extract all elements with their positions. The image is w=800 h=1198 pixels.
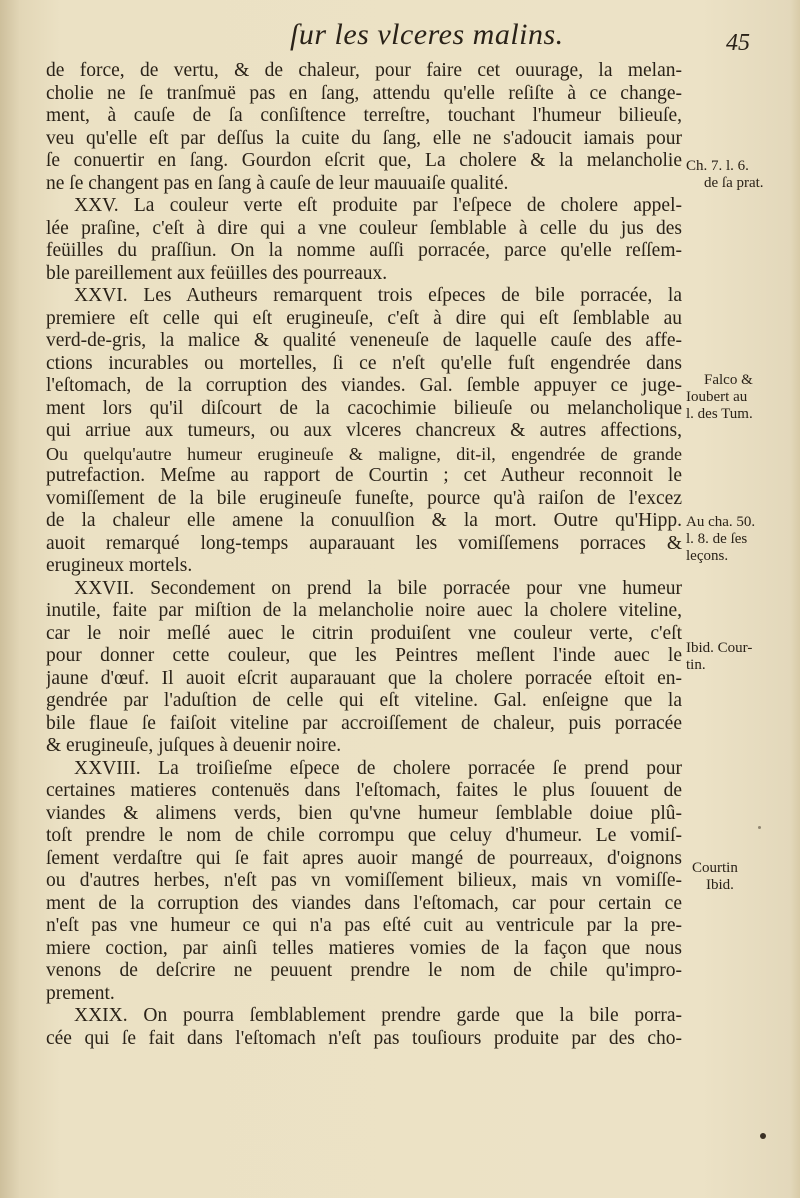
running-title: ſur les vlceres malins. [290, 18, 564, 51]
text-line: certaines matieres contenuës dans l'eſtomach, faites le plus ſouuent de [46, 780, 682, 801]
paragraph-start: XXV. La couleur verte eſt produite par l'eſpece de cholere appel- [74, 195, 682, 216]
text-line: auoit remarqué long-temps auparauant les vomiſſemens porraces & [46, 532, 682, 554]
text-line: car le noir meſlé auec le citrin produiſent vne couleur verte, c'eſt [46, 622, 682, 644]
page-header [40, 8, 780, 58]
text-line: qui arriue aux tumeurs, ou aux vlceres chancreux & autres affections, [46, 420, 682, 441]
margin-note-line: Au cha. 50. [686, 514, 756, 530]
text-line: l'eſtomach, de la corruption des viandes. Gal. ſemble appuyer ce juge- [46, 375, 682, 396]
text-line: Ou quelqu'autre humeur erugineuſe & maligne, dit-il, engendrée de grande [46, 443, 682, 464]
paragraph-start: XXIX. On pourra ſemblablement prendre garde que la bile porra- [74, 1005, 682, 1026]
text-line: erugineux mortels. [46, 555, 193, 576]
margin-note-line: Ibid. Cour- [686, 640, 753, 656]
margin-note-line: Courtin [692, 860, 738, 876]
text-line: ou d'autres herbes, n'eſt pas vn vomiſſement bilieux, mais vn vomiſſe- [46, 870, 682, 891]
text-line: venons de deſcrire ne peuuent prendre le nom de chile qu'impro- [46, 960, 682, 981]
text-line: verd-de-gris, la malice & qualité veneneuſe de laquelle cauſe des affe- [46, 330, 682, 351]
text-line: ment de la corruption des viandes dans l'eſtomach, car pour certain ce [46, 892, 682, 914]
margin-note-line: Falco & [704, 372, 753, 388]
text-line: lée praſine, c'eſt à dire qui a vne couleur ſemblable à celle du jus des [46, 217, 682, 239]
text-line: jaune d'œuf. Il auoit eſcrit auparauant que la cholere porracée eſtoit en- [46, 667, 682, 689]
body-text [46, 60, 682, 1050]
text-line: putrefaction. Meſme au rapport de Courtin ; cet Autheur reconnoit le [46, 465, 682, 486]
text-line: & erugineuſe, juſques à deuenir noire. [46, 735, 342, 756]
text-line: ble pareillement aux feüilles des pourreaux. [46, 262, 388, 284]
text-line: de force, de vertu, & de chaleur, pour faire cet ouurage, la melan- [46, 60, 682, 81]
margin-note [686, 158, 764, 192]
text-line: ment lors qu'il diſcourt de la cacochimie bilieuſe ou melancholique [46, 397, 682, 419]
ink-spot [758, 826, 761, 829]
margin-note-line: leçons. [686, 548, 729, 564]
margin-note-line: Ibid. [706, 877, 734, 893]
paragraph-start: XXVI. Les Autheurs remarquent trois eſpeces de bile porracée, la [74, 285, 682, 306]
text-line: pour donner cette couleur, que les Peintres meſlent l'inde auec le [46, 645, 682, 666]
paragraph-start: XXVIII. La troiſieſme eſpece de cholere porracée ſe prend pour [74, 757, 682, 779]
margin-note-line: Ch. 7. l. 6. [686, 158, 749, 174]
text-line: gendrée par l'aduſtion de celle qui eſt viteline. Gal. enſeigne que la [46, 690, 682, 711]
text-line: cée qui ſe fait dans l'eſtomach n'eſt pas touſiours produite par des cho- [46, 1027, 682, 1049]
text-line: ne ſe changent pas en ſang à cauſe de leur mauuaiſe qualité. [46, 172, 509, 194]
text-line: ſe conuertir en ſang. Gourdon eſcrit que, La cholere & la melancholie [46, 150, 682, 171]
margin-note [686, 372, 753, 423]
text-line: feüilles du praſſiun. On la nomme auſſi porracée, parce qu'elle reſſem- [46, 240, 682, 261]
text-line: inutile, faite par miſtion de la melancholie noire auec la cholere viteline, [46, 600, 682, 621]
text-line: vomiſſement de la bile erugineuſe funeſte, pource qu'à raiſon de l'excez [46, 487, 682, 509]
ink-spot [760, 1133, 766, 1139]
page-number: 45 [726, 30, 750, 56]
text-line: viandes & alimens verds, bien qu'vne humeur ſemblable doiue plû- [46, 802, 682, 824]
text-line: ctions incurables ou mortelles, ſi ce n'eſt qu'elle fuſt engendrée dans [46, 352, 682, 374]
text-line: prement. [46, 982, 115, 1004]
margin-note-line: tin. [686, 657, 706, 673]
text-line: cholie ne ſe tranſmuë pas en ſang, attendu qu'elle reſiſte à ce change- [46, 82, 682, 104]
margin-note-line: de ſa prat. [704, 175, 764, 191]
margin-note-line: l. 8. de ſes [686, 531, 748, 547]
margin-note [686, 640, 752, 674]
text-line: miere coction, par ainſi telles matieres vomies de la façon que nous [46, 937, 682, 959]
paragraph-start: XXVII. Secondement on prend la bile porracée pour vne humeur [74, 577, 682, 599]
text-line: de la chaleur elle amene la conuulſion & la mort. Outre qu'Hipp. [46, 510, 682, 531]
text-line: ſement verdaſtre qui ſe fait apres auoir mangé de pourreaux, d'oignons [46, 847, 682, 869]
text-line: n'eſt pas vne humeur ce qui n'a pas eſté cuit au ventricule par la pre- [46, 915, 682, 936]
margin-note [686, 860, 738, 894]
margin-note [686, 514, 755, 565]
text-line: veu qu'elle eſt par deſſus la cuite du ſang, elle ne s'adoucit iamais pour [46, 127, 682, 149]
text-line: bile flaue ſe faiſoit viteline par accroiſſement de chaleur, puis porracée [46, 712, 682, 734]
text-line: premiere eſt celle qui eſt erugineuſe, c'eſt à dire qui eſt ſemblable au [46, 307, 682, 329]
margin-note-line: Ioubert au [686, 389, 748, 405]
text-line: toſt prendre le nom de chile corrompu que celuy d'humeur. Le vomiſ- [46, 825, 682, 846]
margin-note-line: l. des Tum. [686, 406, 753, 422]
text-line: ment, à cauſe de ſa conſiſtence terreſtre, touchant l'humeur bilieuſe, [46, 105, 682, 126]
